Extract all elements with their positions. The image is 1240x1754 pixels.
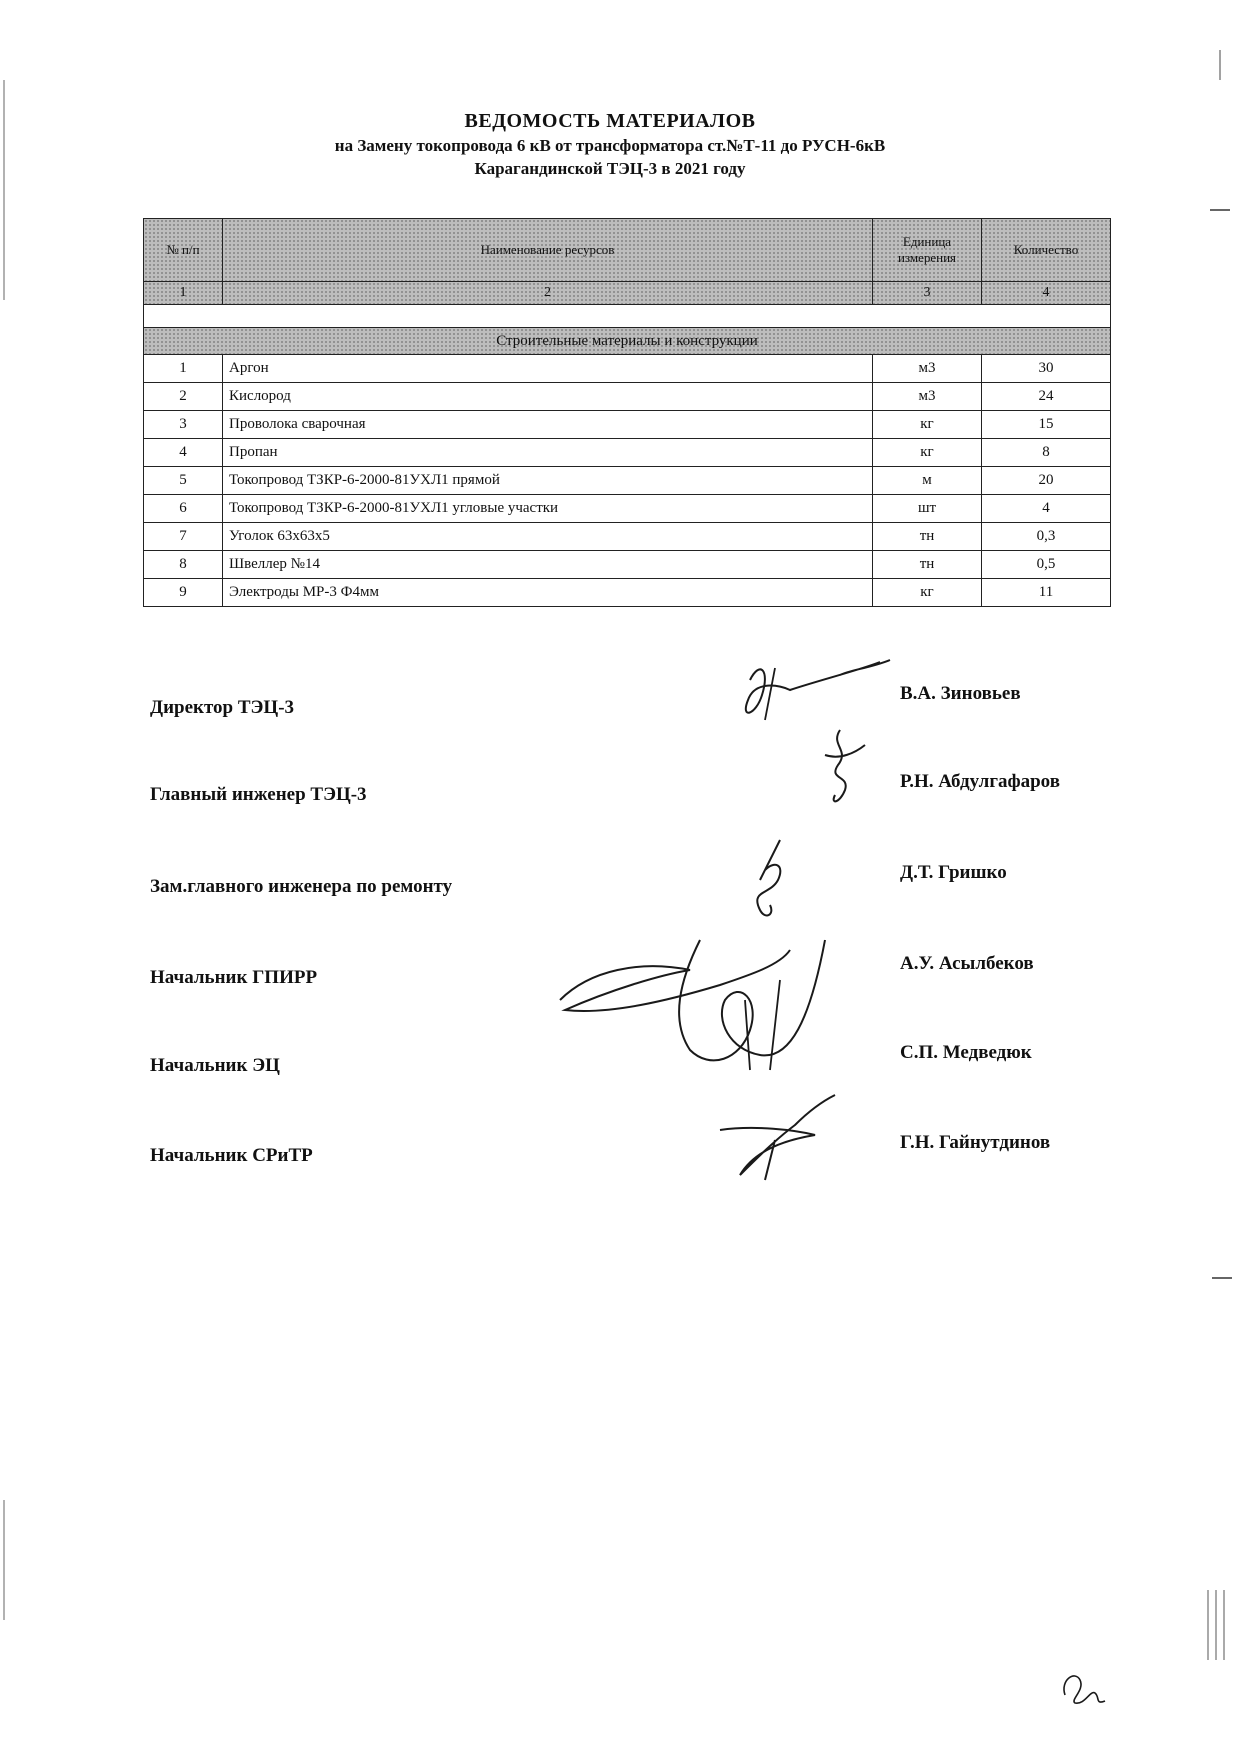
row-unit: тн <box>873 551 982 579</box>
row-name: Аргон <box>223 355 873 383</box>
scan-edge-marks <box>1200 0 1240 1754</box>
column-number-row <box>144 282 1111 305</box>
row-qty: 30 <box>982 355 1111 383</box>
row-num: 5 <box>144 467 223 495</box>
document-title: ВЕДОМОСТЬ МАТЕРИАЛОВ <box>464 110 756 132</box>
signatory-name: В.А. Зиновьев <box>900 683 1021 704</box>
materials-table <box>143 218 1111 607</box>
row-name: Пропан <box>223 439 873 467</box>
table-row <box>144 383 1111 411</box>
section-title: Строительные материалы и конструкции <box>144 328 1111 355</box>
signatory-position: Зам.главного инженера по ремонту <box>150 876 453 897</box>
row-unit: кг <box>873 579 982 607</box>
header-qty: Количество <box>982 219 1111 282</box>
signatory-name: Г.Н. Гайнутдинов <box>900 1132 1051 1153</box>
row-unit: шт <box>873 495 982 523</box>
row-qty: 0,3 <box>982 523 1111 551</box>
row-unit: м3 <box>873 383 982 411</box>
row-num: 1 <box>144 355 223 383</box>
table-row <box>144 355 1111 383</box>
blank-cell <box>144 305 1111 328</box>
row-name: Проволока сварочная <box>223 411 873 439</box>
row-num: 3 <box>144 411 223 439</box>
header-num: № п/п <box>144 219 223 282</box>
column-number: 3 <box>873 282 982 305</box>
document-header <box>130 108 1090 181</box>
row-unit: м <box>873 467 982 495</box>
blank-row <box>144 305 1111 328</box>
table-row <box>144 551 1111 579</box>
document-subtitle-line2: Карагандинской ТЭЦ-3 в 2021 году <box>474 158 746 178</box>
table-header-row <box>144 219 1111 282</box>
left-scan-edge <box>0 0 10 1754</box>
table-row <box>144 523 1111 551</box>
signatory-name: С.П. Медведюк <box>900 1042 1032 1063</box>
table-row <box>144 495 1111 523</box>
signatory-name: Р.Н. Абдулгафаров <box>900 771 1060 792</box>
row-name: Уголок 63х63х5 <box>223 523 873 551</box>
row-num: 9 <box>144 579 223 607</box>
row-unit: кг <box>873 411 982 439</box>
row-num: 4 <box>144 439 223 467</box>
signatory-position: Начальник ГПИРР <box>150 967 318 988</box>
header-name: Наименование ресурсов <box>223 219 873 282</box>
row-num: 2 <box>144 383 223 411</box>
row-name: Швеллер №14 <box>223 551 873 579</box>
initials-mark <box>1055 1665 1115 1710</box>
table-row <box>144 579 1111 607</box>
column-number: 1 <box>144 282 223 305</box>
row-qty: 15 <box>982 411 1111 439</box>
signature-gpirr-ec <box>550 920 880 1100</box>
row-unit: тн <box>873 523 982 551</box>
signatory-position: Директор ТЭЦ-3 <box>150 697 295 718</box>
signature-chief-engineer <box>810 725 880 810</box>
row-name: Электроды МР-3 Ф4мм <box>223 579 873 607</box>
row-num: 7 <box>144 523 223 551</box>
signatory-position: Главный инженер ТЭЦ-3 <box>150 784 367 805</box>
signatory-position: Начальник СРиТР <box>150 1145 313 1166</box>
document-subtitle-line1: на Замену токопровода 6 кВ от трансформатора ст.№Т-11 до РУСН-6кВ <box>334 136 886 155</box>
row-qty: 20 <box>982 467 1111 495</box>
row-name: Токопровод ТЗКР-6-2000-81УХЛ1 угловые участки <box>223 495 873 523</box>
table-row <box>144 467 1111 495</box>
table-row <box>144 411 1111 439</box>
signature-deputy-chief-engineer <box>720 835 810 925</box>
row-num: 6 <box>144 495 223 523</box>
row-qty: 4 <box>982 495 1111 523</box>
row-name: Токопровод ТЗКР-6-2000-81УХЛ1 прямой <box>223 467 873 495</box>
section-row <box>144 328 1111 355</box>
row-unit: кг <box>873 439 982 467</box>
row-num: 8 <box>144 551 223 579</box>
signature-sritr <box>715 1090 845 1185</box>
row-qty: 8 <box>982 439 1111 467</box>
header-unit: Единица измерения <box>873 219 982 282</box>
row-name: Кислород <box>223 383 873 411</box>
row-unit: м3 <box>873 355 982 383</box>
row-qty: 11 <box>982 579 1111 607</box>
column-number: 4 <box>982 282 1111 305</box>
column-number: 2 <box>223 282 873 305</box>
table-row <box>144 439 1111 467</box>
signatory-name: Д.Т. Гришко <box>900 862 1007 883</box>
signatory-position: Начальник ЭЦ <box>150 1055 280 1076</box>
signatory-name: А.У. Асылбеков <box>900 953 1034 974</box>
row-qty: 24 <box>982 383 1111 411</box>
row-qty: 0,5 <box>982 551 1111 579</box>
